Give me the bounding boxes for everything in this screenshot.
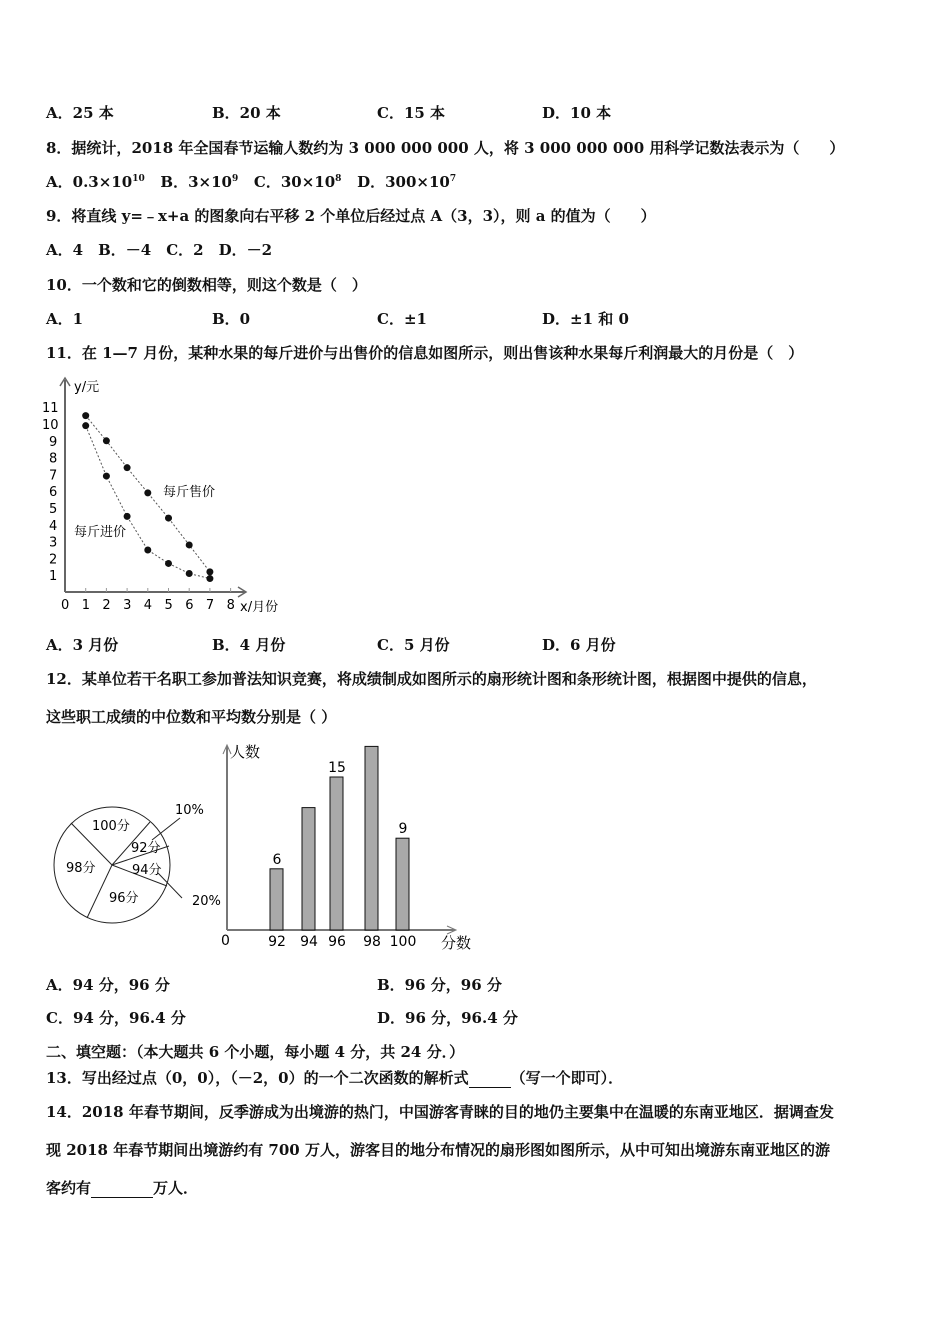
q8-option-a: A．0.3×10 xyxy=(46,173,133,191)
x-tick-label: 6 xyxy=(185,598,194,613)
y-tick-label: 1 xyxy=(49,569,58,585)
q8-option-c: C．30×10 xyxy=(253,173,336,191)
legend-cost-price: 每斤进价 xyxy=(74,525,127,540)
y-tick-label: 8 xyxy=(49,451,58,467)
q10-option-d: D．±1 和 0 xyxy=(542,310,629,328)
x-tick-label: 5 xyxy=(164,598,173,613)
q8-option-b: B．3×10 xyxy=(160,173,232,191)
pie-percent-94: 20% xyxy=(192,894,221,909)
legend-sale-price: 每斤售价 xyxy=(163,485,216,500)
pie-percent-92: 10% xyxy=(175,803,204,818)
q7-option-d: D．10 本 xyxy=(542,104,612,122)
bar-data-label: 6 xyxy=(272,851,282,868)
x-tick-label: 98 xyxy=(363,934,381,950)
origin-label: 0 xyxy=(221,933,230,949)
section-2-heading: 二、填空题：（本大题共 6 个小题，每小题 4 分，共 24 分．） xyxy=(46,1043,465,1061)
q11-option-a: A．3 月份 xyxy=(46,636,119,654)
x-tick-label: 92 xyxy=(268,934,286,950)
bar-92 xyxy=(270,869,283,930)
y-tick-label: 4 xyxy=(49,518,58,534)
x-tick-label: 4 xyxy=(143,598,153,613)
y-axis-label: y/元 xyxy=(74,380,100,395)
x-tick-label: 94 xyxy=(300,934,318,950)
x-tick-label: 7 xyxy=(205,598,215,613)
q7-option-a: A．25 本 xyxy=(46,104,114,122)
q8-option-d: D．300×10 xyxy=(357,173,450,191)
y-tick-label: 3 xyxy=(49,535,58,551)
y-tick-label: 2 xyxy=(49,552,58,568)
q12-option-b: B．96 分，96 分 xyxy=(377,976,502,994)
q12-option-a: A．94 分，96 分 xyxy=(46,976,170,994)
q11-option-c: C．5 月份 xyxy=(377,636,450,654)
pie-label-94: 94分 xyxy=(132,863,162,878)
x-axis-label: x/月份 xyxy=(240,600,279,615)
pie-label-92: 92分 xyxy=(131,841,161,856)
q11-stem: 11．在 1—7 月份，某种水果的每斤进价与出售价的信息如图所示，则出售该种水果每斤利润最大的月份是（ ） xyxy=(46,344,804,362)
y-tick-label: 11 xyxy=(42,401,59,417)
q12-stem-line2: 这些职工成绩的中位数和平均数分别是（ ） xyxy=(46,708,337,726)
bar-data-label: 15 xyxy=(328,760,346,776)
x-axis-label: 分数 xyxy=(441,934,472,952)
q11-option-b: B．4 月份 xyxy=(212,636,286,654)
q9-stem: 9．将直线 y=﹣x+a 的图象向右平移 2 个单位后经过点 A（3，3），则 a 的值为（ ） xyxy=(46,207,656,225)
x-tick-label: 1 xyxy=(81,598,90,613)
q8-options: A．$0.3\times 10^{10}$ B．$3\times 10^9$ C．$30\times 10^8$ D．$300\times 10^7$ xyxy=(46,173,457,191)
q9-options: A．4 B．－4 C．2 D．－2 xyxy=(46,241,273,259)
pie-label-98: 98分 xyxy=(66,861,96,876)
q7-option-c: C．15 本 xyxy=(377,104,446,122)
q12-option-c: C．94 分，96.4 分 xyxy=(46,1009,186,1027)
q14-answer-blank[interactable] xyxy=(91,1179,153,1198)
x-tick-label: 0 xyxy=(61,598,70,613)
y-tick-label: 10 xyxy=(42,418,59,433)
bar-data-label: 9 xyxy=(398,821,408,838)
x-tick-label: 100 xyxy=(389,934,417,950)
bar-94 xyxy=(302,808,315,930)
bar-100 xyxy=(396,838,409,930)
q10-option-b: B．0 xyxy=(212,310,251,328)
y-tick-label: 7 xyxy=(49,468,58,484)
q10-stem: 10．一个数和它的倒数相等，则这个数是（ ） xyxy=(46,276,367,294)
q8-stem: 8．据统计，2018 年全国春节运输人数约为 3 000 000 000 人，将 3 000 000 000 用科学记数法表示为（ ） xyxy=(46,139,845,157)
q7-option-b: B．20 本 xyxy=(212,104,281,122)
q14-line1: 14．2018 年春节期间，反季游成为出境游的热门，中国游客青睐的目的地仍主要集中在温暖的东南亚地区．据调查发 xyxy=(46,1103,834,1121)
x-tick-label: 8 xyxy=(226,598,235,613)
q10-option-c: C．±1 xyxy=(377,310,427,328)
bar-96 xyxy=(330,777,343,930)
q14-line2: 现 2018 年春节期间出境游约有 700 万人，游客目的地分布情况的扇形图如图所示，从中可知出境游东南亚地区的游 xyxy=(46,1141,830,1159)
y-tick-label: 6 xyxy=(49,485,58,501)
q14-line3: 客约有 万人． xyxy=(46,1179,199,1197)
q13: 13．写出经过点（0，0），（－2，0）的一个二次函数的解析式 （写一个即可）． xyxy=(46,1069,624,1087)
y-axis-label: 人数 xyxy=(230,743,261,761)
y-tick-label: 5 xyxy=(49,502,58,517)
x-tick-label: 2 xyxy=(102,598,111,613)
q12-stem-line1: 12．某单位若干名职工参加普法知识竞赛，将成绩制成如图所示的扇形统计图和条形统计图，根据图中提供的信息， xyxy=(46,670,817,688)
q11-option-d: D．6 月份 xyxy=(542,636,616,654)
pie-label-96: 96分 xyxy=(109,891,139,906)
bar-98 xyxy=(365,746,378,930)
score-bar-chart xyxy=(0,0,480,960)
q10-option-a: A．1 xyxy=(46,310,84,328)
x-tick-label: 96 xyxy=(328,934,346,950)
q12-option-d: D．96 分，96.4 分 xyxy=(377,1009,518,1027)
pie-label-100: 100分 xyxy=(92,819,130,834)
q13-answer-blank[interactable] xyxy=(469,1069,511,1088)
y-tick-label: 9 xyxy=(49,434,58,450)
x-tick-label: 3 xyxy=(123,598,132,613)
